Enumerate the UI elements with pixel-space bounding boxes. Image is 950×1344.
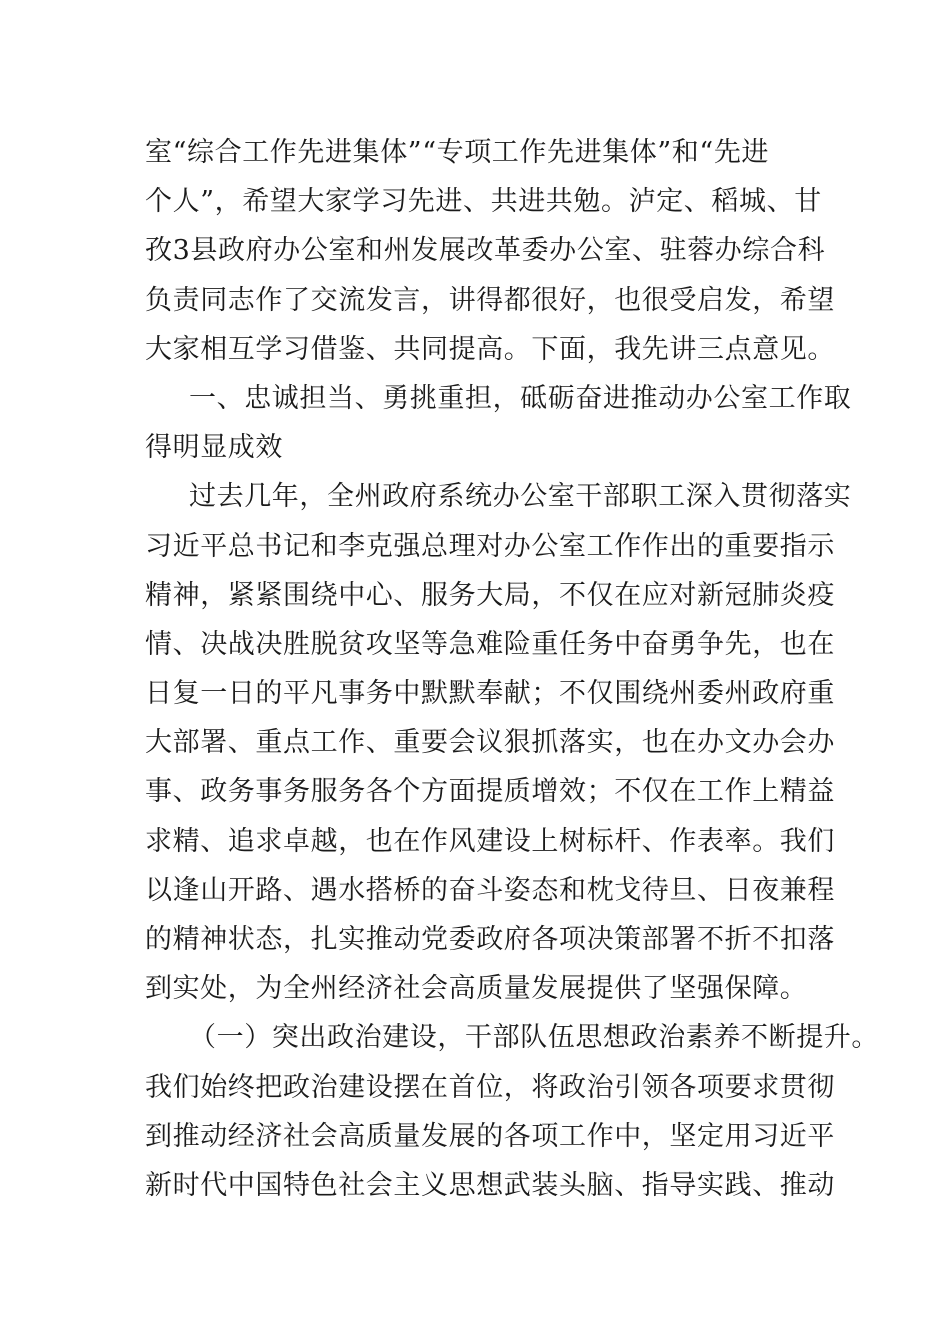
body-text <box>145 128 879 1210</box>
text-line: 到推动经济社会高质量发展的各项工作中，坚定用习近平 <box>145 1120 835 1152</box>
text-line: 事、政务事务服务各个方面提质增效；不仅在工作上精益 <box>145 776 835 808</box>
text-line: 个人”，希望大家学习先进、共进共勉。泸定、稻城、甘 <box>145 186 822 218</box>
section-heading: 一、忠诚担当、勇挑重担，砥砺奋进推动办公室工作取 <box>189 382 852 414</box>
text-line: 新时代中国特色社会主义思想武装头脑、指导实践、推动 <box>145 1169 835 1201</box>
text-line: 大部署、重点工作、重要会议狠抓落实，也在办文办会办 <box>145 727 835 759</box>
text-line: 到实处，为全州经济社会高质量发展提供了坚强保障。 <box>145 973 808 1005</box>
text-line: 孜3县政府办公室和州发展改革委办公室、驻蓉办综合科 <box>145 235 826 267</box>
text-line: 习近平总书记和李克强总理对办公室工作作出的重要指示 <box>145 530 835 562</box>
subsection-heading: （一）突出政治建设，干部队伍思想政治素养不断提升。 <box>189 1022 879 1054</box>
text-line: 我们始终把政治建设摆在首位，将政治引领各项要求贯彻 <box>145 1071 835 1103</box>
text-line: 情、决战决胜脱贫攻坚等急难险重任务中奋勇争先，也在 <box>145 628 835 660</box>
text-line: 大家相互学习借鉴、共同提高。下面，我先讲三点意见。 <box>145 333 835 365</box>
text-line: 求精、追求卓越，也在作风建设上树标杆、作表率。我们 <box>145 825 835 857</box>
text-line: 过去几年，全州政府系统办公室干部职工深入贯彻落实 <box>189 481 852 513</box>
text-line: 负责同志作了交流发言，讲得都很好，也很受启发，希望 <box>145 284 835 316</box>
text-line: 的精神状态，扎实推动党委政府各项决策部署不折不扣落 <box>145 924 835 955</box>
section-heading-continued: 得明显成效 <box>145 432 283 464</box>
text-line: 日复一日的平凡事务中默默奉献；不仅围绕州委州政府重 <box>145 678 835 710</box>
text-line: 以逢山开路、遇水搭桥的奋斗姿态和枕戈待旦、日夜兼程 <box>145 874 835 906</box>
text-line: 室“综合工作先进集体”“专项工作先进集体”和“先进 <box>145 137 770 168</box>
text-line: 精神，紧紧围绕中心、服务大局，不仅在应对新冠肺炎疫 <box>145 579 835 611</box>
